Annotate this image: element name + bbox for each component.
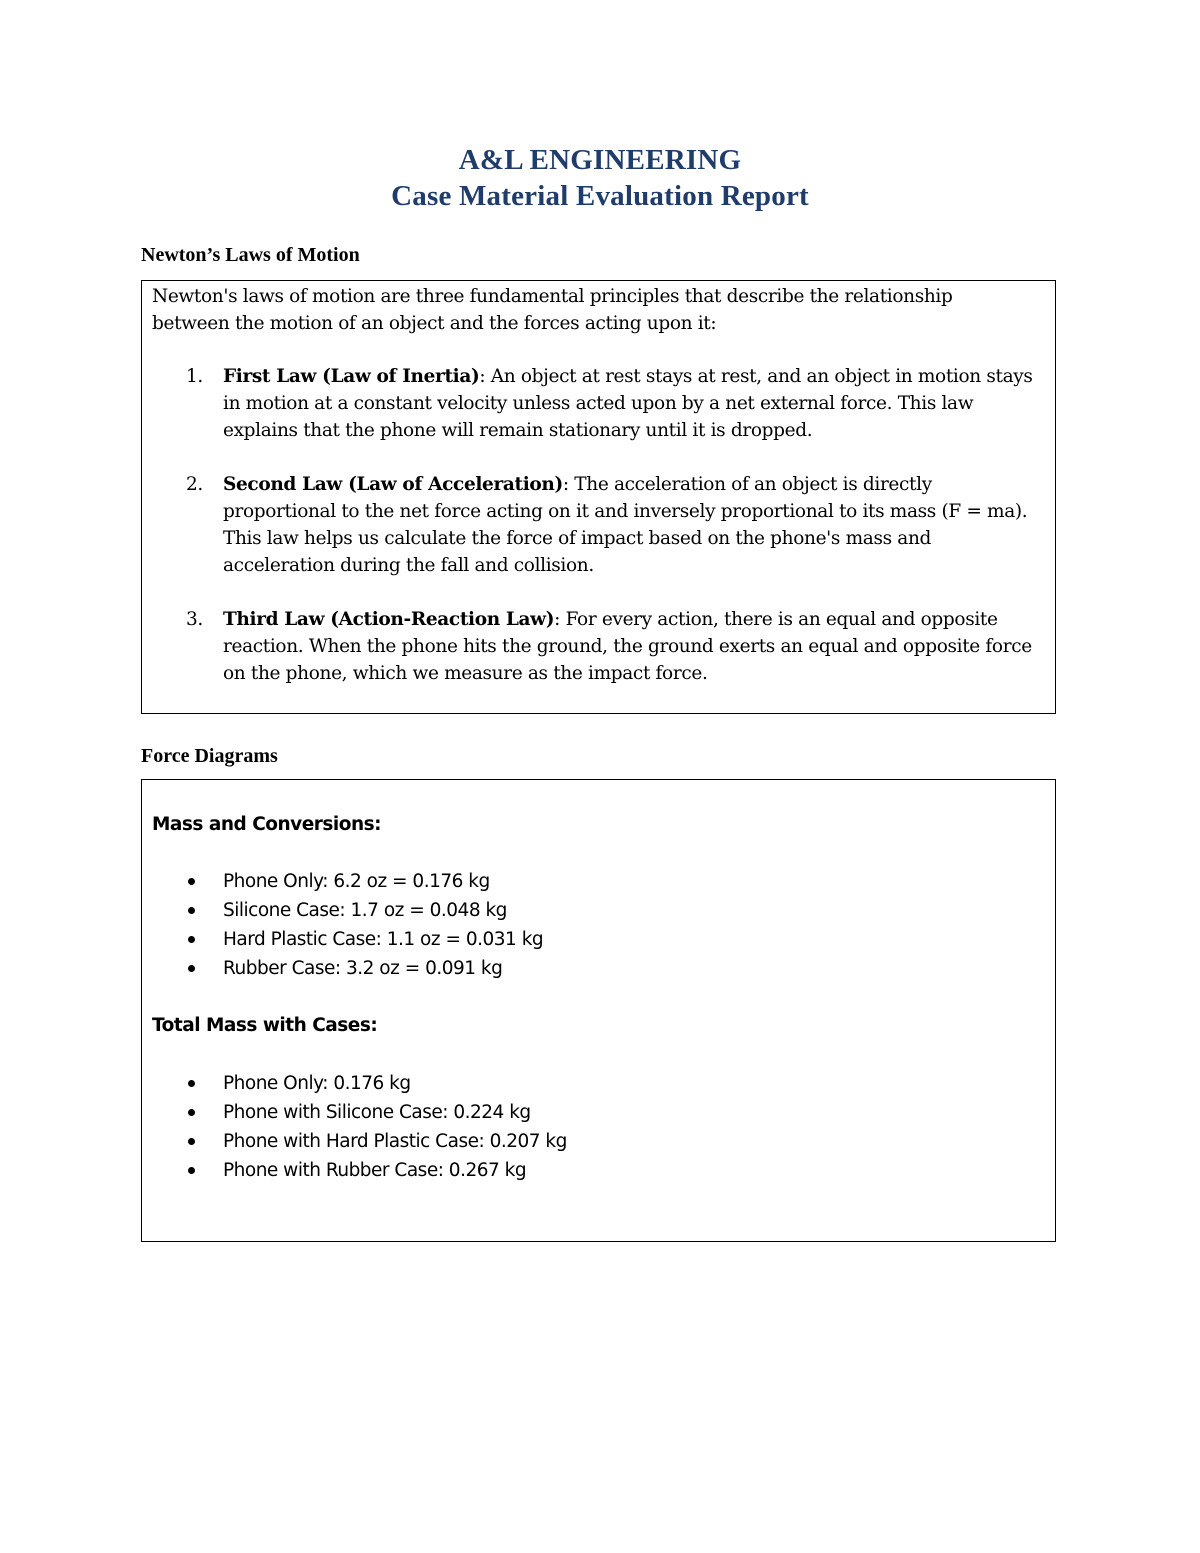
bullet-icon [188,878,195,885]
total-mass-list [142,1069,1042,1185]
list-item: Rubber Case: 3.2 oz = 0.091 kg [142,954,1042,983]
company-name: A&L ENGINEERING [458,144,742,176]
law-item-second [142,471,1043,579]
law-number: 3. [186,609,203,630]
newton-intro-paragraph: Newton's laws of motion are three fundamental principles that describe the relationship between the motion of an object and the forces acting upon it: [152,286,953,334]
newton-laws-box [141,280,1056,714]
bullet-icon [188,1167,195,1174]
list-item: Phone with Rubber Case: 0.267 kg [142,1156,1042,1185]
list-item: Phone Only: 6.2 oz = 0.176 kg [142,867,1042,896]
total-mass-heading: Total Mass with Cases: [152,1015,378,1036]
mass-conversions-list [142,867,1042,983]
force-diagrams-box [141,779,1056,1242]
document-title [0,142,1200,214]
law-item-third [142,606,1043,687]
law-title: First Law (Law of Inertia) [223,366,480,387]
newton-laws-heading: Newton’s Laws of Motion [141,244,360,266]
law-number: 2. [186,474,203,495]
report-title: Case Material Evaluation Report [391,180,809,212]
bullet-icon [188,1109,195,1116]
law-title: Second Law (Law of Acceleration) [223,474,563,495]
bullet-icon [188,907,195,914]
law-item-first [142,363,1043,444]
force-diagrams-heading: Force Diagrams [141,745,278,767]
bullet-icon [188,1080,195,1087]
law-title: Third Law (Action-Reaction Law) [223,609,555,630]
mass-conversions-heading: Mass and Conversions: [152,814,382,835]
newton-laws-list [142,363,1042,714]
list-item: Phone Only: 0.176 kg [142,1069,1042,1098]
law-description: : For every action, there is an equal and opposite reaction. When the phone hits the ground, the ground exerts an equal and opposite force on the phone, which we measure as the impact force. [223,609,1032,684]
list-item: Hard Plastic Case: 1.1 oz = 0.031 kg [142,925,1042,954]
list-item: Phone with Silicone Case: 0.224 kg [142,1098,1042,1127]
bullet-icon [188,936,195,943]
law-description: : The acceleration of an object is directly proportional to the net force acting on it and inversely proportional to its mass (F = ma). This law helps us calculate the force of impact based on the phone's mass and acceleration during the fall and collision. [223,474,1028,576]
bullet-icon [188,965,195,972]
law-number: 1. [186,366,203,387]
law-description: : An object at rest stays at rest, and an object in motion stays in motion at a constant velocity unless acted upon by a net external force. This law explains that the phone will remain stationary until it is dropped. [223,366,1033,441]
list-item: Phone with Hard Plastic Case: 0.207 kg [142,1127,1042,1156]
bullet-icon [188,1138,195,1145]
list-item: Silicone Case: 1.7 oz = 0.048 kg [142,896,1042,925]
